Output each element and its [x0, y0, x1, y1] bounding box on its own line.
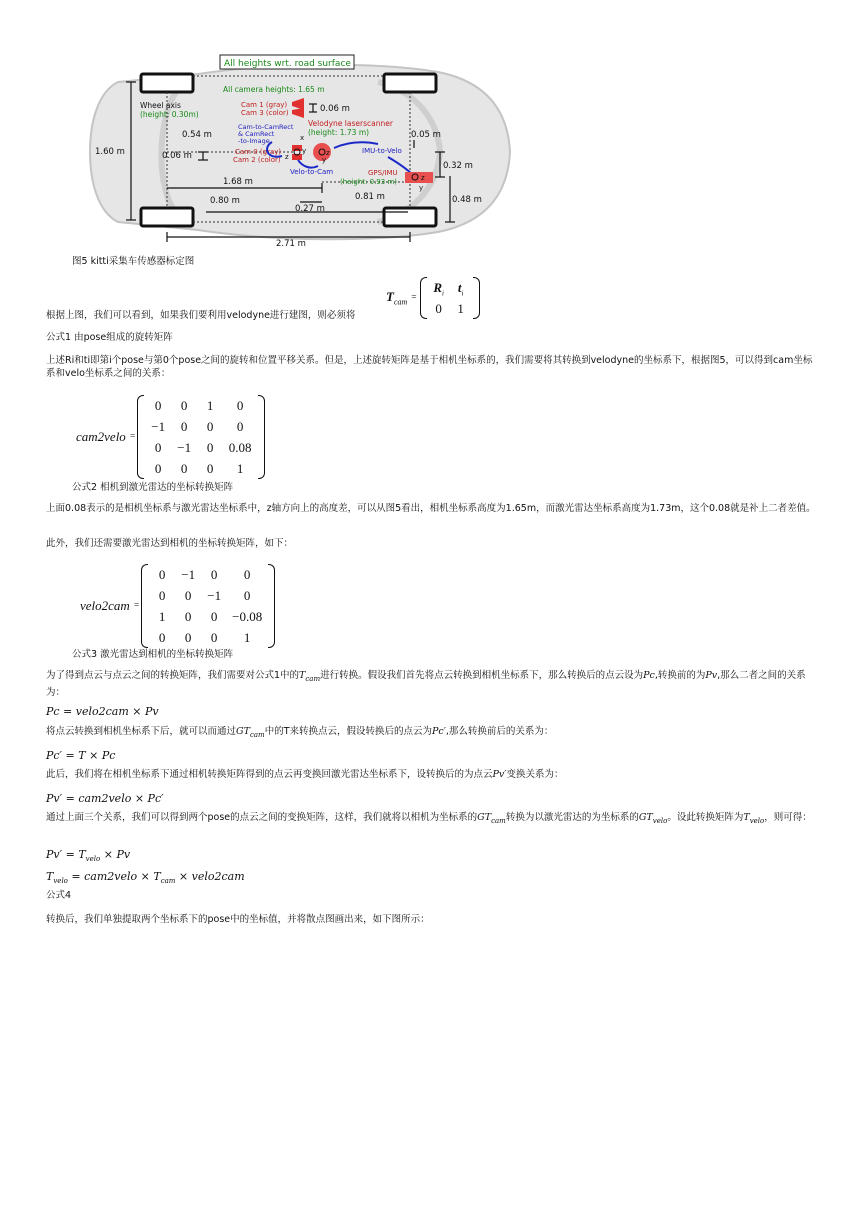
- label-gps-imu-height: (height: 0.93 m): [340, 178, 397, 186]
- formula4-caption: 公式4: [46, 890, 72, 901]
- label-cam3: Cam 3 (color): [241, 109, 289, 117]
- cam2velo-cell: 0: [180, 461, 188, 476]
- tcam-t: $t_i$: [457, 280, 464, 298]
- formula3-caption: 公式3 激光雷达到相机的坐标转换矩阵: [72, 649, 234, 660]
- cam2velo-cell: 0: [236, 419, 244, 434]
- p8-text-a: 通过上面三个关系，我们可以得到两个pose的点云之间的变换矩阵，这样，我们就将以相机为坐标系的: [46, 812, 478, 823]
- equation-3: Pv′ = cam2velo × Pc′: [46, 792, 164, 805]
- p5-text-c: ,转换前的为: [654, 670, 706, 681]
- cam2velo-lhs: cam2velo: [76, 429, 126, 444]
- paragraph-1: 根据上图，我们可以看到，如果我们要利用velodyne进行建图，则必须将: [46, 310, 356, 321]
- dim-032: 0.32 m: [443, 161, 473, 171]
- label-cam-to-camrect-3: -to-Image: [238, 137, 270, 145]
- p6-text-c: ,那么转换前后的关系为：: [445, 726, 554, 737]
- cam2velo-cell: 0: [206, 461, 214, 476]
- velo2cam-cell: 0: [184, 630, 192, 645]
- label-wheel-axis-height: (height: 0.30m): [140, 110, 199, 119]
- wheel-rear-right: [141, 208, 193, 226]
- paragraph-5: [46, 669, 818, 699]
- wheel-front-right: [384, 208, 436, 226]
- formula1-caption: 公式1 由pose组成的旋转矩阵: [46, 332, 173, 343]
- gps-axis-y-label: y: [419, 184, 424, 192]
- equation-2: Pc′ = T × Pc: [46, 749, 116, 762]
- velo2cam-cell: 0: [184, 588, 192, 603]
- velo-axis-z-label: z: [326, 149, 330, 157]
- cam2velo-cell: 0: [180, 419, 188, 434]
- label-cam2: Cam 2 (color): [233, 156, 281, 164]
- label-cam-to-camrect-2: & CamRect: [238, 130, 275, 138]
- label-cam-to-camrect-1: Cam-to-CamRect: [238, 123, 294, 131]
- velo2cam-cell: 0: [243, 567, 251, 582]
- cam2velo-cell: 0: [154, 398, 162, 413]
- velo2cam-cell: 0: [158, 588, 166, 603]
- velo2cam-cell: 1: [243, 630, 251, 645]
- cam2velo-cell: −1: [177, 440, 192, 455]
- p7-text-b: 变换关系为：: [506, 769, 564, 780]
- velo2cam-matrix: [141, 564, 275, 648]
- cam2velo-cell: 0: [154, 440, 162, 455]
- p5-text-d: ,那么二者之间的关系为：: [46, 670, 806, 698]
- p5-math-pc: Pc: [643, 670, 655, 681]
- formula2-caption: 公式2 相机到激光雷达的坐标转换矩阵: [72, 482, 234, 493]
- dim-271: 2.71 m: [276, 239, 306, 249]
- gps-imu-marker: [405, 172, 433, 183]
- p6-math-pc-prime: Pc′: [432, 726, 446, 737]
- label-gps-imu: GPS/IMU: [368, 169, 398, 177]
- cam2velo-cell: 1: [206, 398, 214, 413]
- label-cam0: Cam 0 (gray): [235, 148, 282, 156]
- cam2velo-cell: 0: [154, 461, 162, 476]
- velo2cam-equation: [80, 564, 275, 648]
- p6-text-b: 中的T来转换点云，假设转换后的点云为: [264, 726, 432, 737]
- dim-006-top: 0.06 m: [320, 104, 350, 114]
- p7-text-a: 此后，我们将在相机坐标系下通过相机转换矩阵得到的点云再变换回激光雷达坐标系下，设转换后的为点云: [46, 769, 493, 780]
- label-imu-to-velo: IMU-to-Velo: [362, 147, 402, 155]
- p8-math-gtvelo: $GT_{velo}$: [638, 812, 668, 825]
- figure5-caption: 图5 kitti采集车传感器标定图: [72, 256, 195, 267]
- axis-y-label: y: [302, 147, 307, 155]
- label-wheel-axis: Wheel axis: [140, 101, 181, 110]
- dim-081: 0.81 m: [355, 192, 385, 202]
- p8-text-b: 转换为以激光雷达的为坐标系的: [505, 812, 639, 823]
- dim-005: 0.05 m: [411, 130, 441, 140]
- label-velodyne-height: (height: 1.73 m): [308, 128, 370, 137]
- p7-math-pv-prime: Pv′: [492, 769, 507, 780]
- velo2cam-cell: 1: [158, 609, 166, 624]
- dim-168: 1.68 m: [223, 177, 253, 187]
- cam2velo-cell: 1: [236, 461, 244, 476]
- tcam-lhs: $T_{cam}$: [386, 289, 408, 307]
- tcam-r: $R_i$: [433, 280, 444, 298]
- velo2cam-cell: 0: [210, 630, 218, 645]
- cam2velo-cell: −1: [151, 419, 166, 434]
- wheel-front-left: [384, 74, 436, 92]
- label-velo-to-cam: Velo-to-Cam: [290, 168, 334, 176]
- dim-080: 0.80 m: [210, 196, 240, 206]
- p5-math-tcam: $T_{cam}$: [299, 670, 321, 683]
- dim-054: 0.54 m: [182, 130, 212, 140]
- cam2velo-cell: 0: [206, 440, 214, 455]
- p8-text-d: ，则可得：: [764, 812, 812, 823]
- dim-006-left: 0.06 m: [162, 151, 192, 161]
- label-camera-heights: All camera heights: 1.65 m: [223, 85, 325, 94]
- velo2cam-equals: =: [133, 601, 140, 611]
- velo2cam-lhs: velo2cam: [80, 598, 130, 613]
- velo2cam-cell: 0: [243, 588, 251, 603]
- dim-027: 0.27 m: [295, 204, 325, 214]
- cam2velo-cell: 0: [180, 398, 188, 413]
- tcam-one: 1: [457, 301, 464, 316]
- axis-z-label: z: [285, 153, 289, 161]
- paragraph-3: 上面0.08表示的是相机坐标系与激光雷达坐标系中，z轴方向上的高度差，可以从图5看出，相机坐标系高度为1.65m，而激光雷达坐标系高度为1.73m，这个0.08就是补上二者差值。: [46, 503, 816, 514]
- velo2cam-cell: 0: [210, 567, 218, 582]
- p8-math-tvelo: $T_{velo}$: [743, 812, 765, 825]
- velo-axis-y-label: y: [322, 156, 327, 164]
- equation-5: $T_{velo}$ = cam2velo × $T_{cam}$ × velo2cam: [46, 870, 245, 886]
- cam2velo-cell: 0: [206, 419, 214, 434]
- paragraph-4: 此外，我们还需要激光雷达到相机的坐标转换矩阵，如下：: [46, 538, 294, 549]
- p5-text-a: 为了得到点云与点云之间的转换矩阵，我们需要对公式1中的: [46, 670, 300, 681]
- p8-text-c: 。设此转换矩阵为: [667, 812, 744, 823]
- p8-math-gtcam: $GT_{cam}$: [477, 812, 506, 825]
- dim-048: 0.48 m: [452, 195, 482, 205]
- paragraph-2: 上述Ri和ti即第i个pose与第0个pose之间的旋转和位置平移关系。但是，上述旋转矩阵是基于相机坐标系的，我们需要将其转换到velodyne的坐标系下，根据图5，可以得到cam坐标系和velo坐标系之间的关系：: [46, 355, 813, 379]
- velo2cam-cell: −1: [207, 588, 222, 603]
- dim-160: 1.60 m: [95, 147, 125, 157]
- p5-text-b: 进行转换。假设我们首先将点云转换到相机坐标系下，那么转换后的点云设为: [320, 670, 644, 681]
- label-cam1: Cam 1 (gray): [241, 101, 288, 109]
- tcam-equals: =: [411, 293, 417, 303]
- tcam-zero: 0: [435, 301, 442, 316]
- paragraph-6: [46, 725, 818, 742]
- velo2cam-cell: −0.08: [232, 609, 263, 624]
- cam2velo-cell: 0.08: [228, 440, 252, 455]
- paragraph-9: 转换后，我们单独提取两个坐标系下的pose中的坐标值，并将散点图画出来，如下图所示：: [46, 914, 430, 925]
- cam2velo-matrix: [137, 395, 265, 479]
- cam2velo-equation: [76, 395, 265, 479]
- gps-axis-z-label: z: [421, 174, 425, 182]
- velo2cam-cell: 0: [210, 609, 218, 624]
- velo2cam-cell: 0: [184, 609, 192, 624]
- axis-x-label: x: [300, 134, 305, 142]
- wheel-rear-left: [141, 74, 193, 92]
- p6-math-gtcam: $GT_{cam}$: [236, 726, 265, 739]
- cam0-marker: [292, 145, 302, 151]
- p6-text-a: 将点云转换到相机坐标系下后，就可以而通过: [46, 726, 237, 737]
- p5-math-pv: Pv: [705, 670, 718, 681]
- equation-4: $Pv' = T_{velo} \times Pv$: [46, 848, 131, 864]
- cam2velo-equals: =: [129, 432, 136, 442]
- figure-title: All heights wrt. road surface: [224, 59, 351, 69]
- velo2cam-cell: 0: [158, 630, 166, 645]
- equation-1: Pc = velo2cam × Pv: [46, 705, 159, 718]
- sensor-calibration-figure: [78, 52, 518, 252]
- cam2velo-cell: 0: [236, 398, 244, 413]
- paragraph-7: [46, 768, 818, 781]
- velo2cam-cell: −1: [181, 567, 196, 582]
- velo2cam-cell: 0: [158, 567, 166, 582]
- label-velodyne: Velodyne laserscanner: [308, 119, 393, 128]
- paragraph-8: [46, 811, 818, 828]
